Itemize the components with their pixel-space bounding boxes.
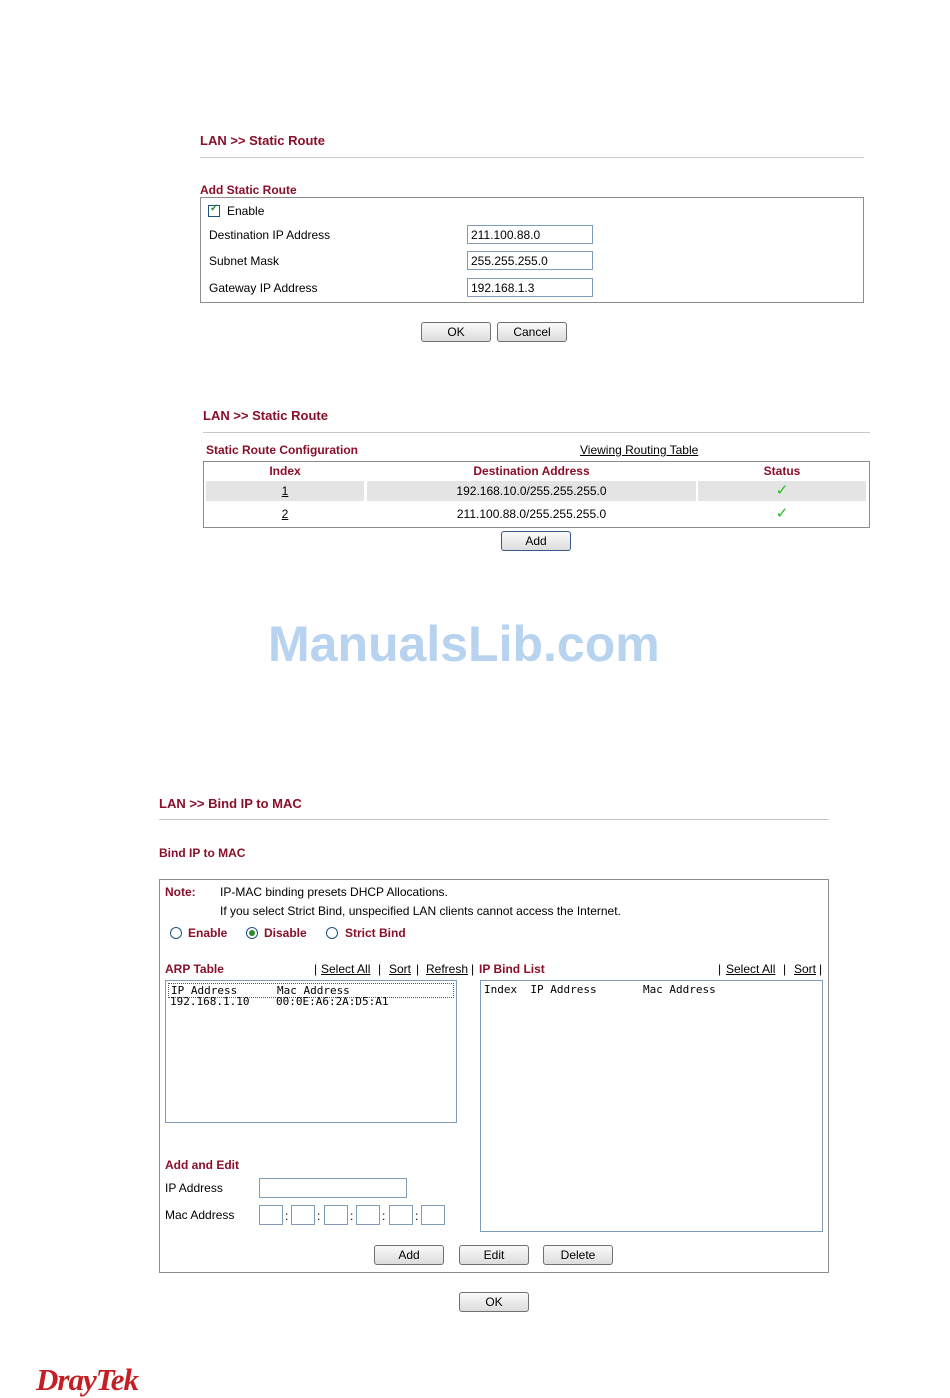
radio-disable[interactable] xyxy=(246,927,258,939)
destination-ip-input[interactable]: 211.100.88.0 xyxy=(467,225,593,244)
destination-ip-label: Destination IP Address xyxy=(209,228,331,242)
divider xyxy=(200,157,864,158)
route-destination: 211.100.88.0/255.255.255.0 xyxy=(456,507,607,521)
ip-bind-list-label: IP Bind List xyxy=(479,962,545,976)
subnet-mask-label: Subnet Mask xyxy=(209,254,280,268)
ip-address-input[interactable] xyxy=(259,1178,407,1198)
gateway-ip-label: Gateway IP Address xyxy=(209,281,318,295)
mac-octet-4-input[interactable] xyxy=(356,1205,380,1225)
bind-select-all-link[interactable]: Select All xyxy=(726,962,776,976)
arp-table-label: ARP Table xyxy=(165,962,224,976)
arp-select-all-link[interactable]: Select All xyxy=(321,962,371,976)
mac-octet-5-input[interactable] xyxy=(389,1205,413,1225)
radio-strict-bind[interactable] xyxy=(326,927,338,939)
section-title: Static Route Configuration xyxy=(206,443,358,457)
separator: : xyxy=(317,1209,321,1223)
enable-checkbox[interactable] xyxy=(208,205,220,217)
separator: : xyxy=(350,1209,354,1223)
viewing-routing-table-link[interactable]: Viewing Routing Table xyxy=(580,443,699,457)
delete-button[interactable]: Delete xyxy=(543,1245,613,1265)
section-title: Add Static Route xyxy=(200,183,297,197)
separator: : xyxy=(415,1209,419,1223)
add-edit-label: Add and Edit xyxy=(165,1158,239,1172)
ip-bind-list-header: Index IP Address Mac Address xyxy=(484,983,716,996)
check-icon: ✓ xyxy=(210,203,219,214)
separator: : xyxy=(285,1209,289,1223)
route-index-link[interactable]: 1 xyxy=(206,481,364,501)
ok-button[interactable]: OK xyxy=(459,1292,529,1312)
note-text: IP-MAC binding presets DHCP Allocations. xyxy=(220,885,448,899)
status-check-icon: ✓ xyxy=(698,481,866,501)
separator: | xyxy=(314,962,318,976)
status-check-icon: ✓ xyxy=(775,505,789,522)
arp-table-header: IP Address Mac Address xyxy=(168,983,454,998)
radio-enable[interactable] xyxy=(170,927,182,939)
mac-octet-3-input[interactable] xyxy=(324,1205,348,1225)
add-route-button[interactable]: Add xyxy=(501,531,571,551)
separator: | xyxy=(718,962,722,976)
column-header-index: Index xyxy=(269,464,301,478)
mac-octet-2-input[interactable] xyxy=(291,1205,315,1225)
ok-button[interactable]: OK xyxy=(421,322,491,342)
note-label: Note: xyxy=(165,885,196,899)
note-text: If you select Strict Bind, unspecified LAN clients cannot access the Internet. xyxy=(220,904,621,918)
selected-dot xyxy=(249,930,255,936)
page-title: LAN >> Static Route xyxy=(200,133,325,148)
separator: : xyxy=(382,1209,386,1223)
mac-address-label: Mac Address xyxy=(165,1208,235,1222)
cancel-button[interactable]: Cancel xyxy=(497,322,567,342)
add-button[interactable]: Add xyxy=(374,1245,444,1265)
draytek-logo: DrayTek xyxy=(36,1362,139,1397)
column-header-destination: Destination Address xyxy=(473,464,590,478)
route-index-link[interactable]: 2 xyxy=(281,507,289,521)
ip-bind-listbox[interactable] xyxy=(480,980,823,1232)
separator: | xyxy=(819,962,823,976)
bind-sort-link[interactable]: Sort xyxy=(794,962,817,976)
separator: | xyxy=(783,962,787,976)
separator: | xyxy=(378,962,382,976)
radio-strict-bind-label: Strict Bind xyxy=(345,926,406,940)
divider xyxy=(203,432,870,433)
radio-enable-label: Enable xyxy=(188,926,228,940)
edit-button[interactable]: Edit xyxy=(459,1245,529,1265)
section-title: Bind IP to MAC xyxy=(159,846,246,860)
enable-label: Enable xyxy=(227,204,265,218)
watermark: ManualsLib.com xyxy=(268,616,660,672)
arp-refresh-link[interactable]: Refresh xyxy=(426,962,469,976)
divider xyxy=(159,819,829,820)
column-header-status: Status xyxy=(763,464,801,478)
radio-disable-label: Disable xyxy=(264,926,307,940)
route-destination: 192.168.10.0/255.255.255.0 xyxy=(367,481,696,501)
ip-address-label: IP Address xyxy=(165,1181,223,1195)
page-title: LAN >> Bind IP to MAC xyxy=(159,796,302,811)
mac-octet-6-input[interactable] xyxy=(421,1205,445,1225)
arp-table-row[interactable]: 192.168.1.10 00:0E:A6:2A:D5:A1 xyxy=(170,995,389,1008)
separator: | xyxy=(416,962,420,976)
arp-sort-link[interactable]: Sort xyxy=(389,962,412,976)
subnet-mask-input[interactable]: 255.255.255.0 xyxy=(467,251,593,270)
separator: | xyxy=(471,962,475,976)
gateway-ip-input[interactable]: 192.168.1.3 xyxy=(467,278,593,297)
page-title: LAN >> Static Route xyxy=(203,408,328,423)
mac-octet-1-input[interactable] xyxy=(259,1205,283,1225)
